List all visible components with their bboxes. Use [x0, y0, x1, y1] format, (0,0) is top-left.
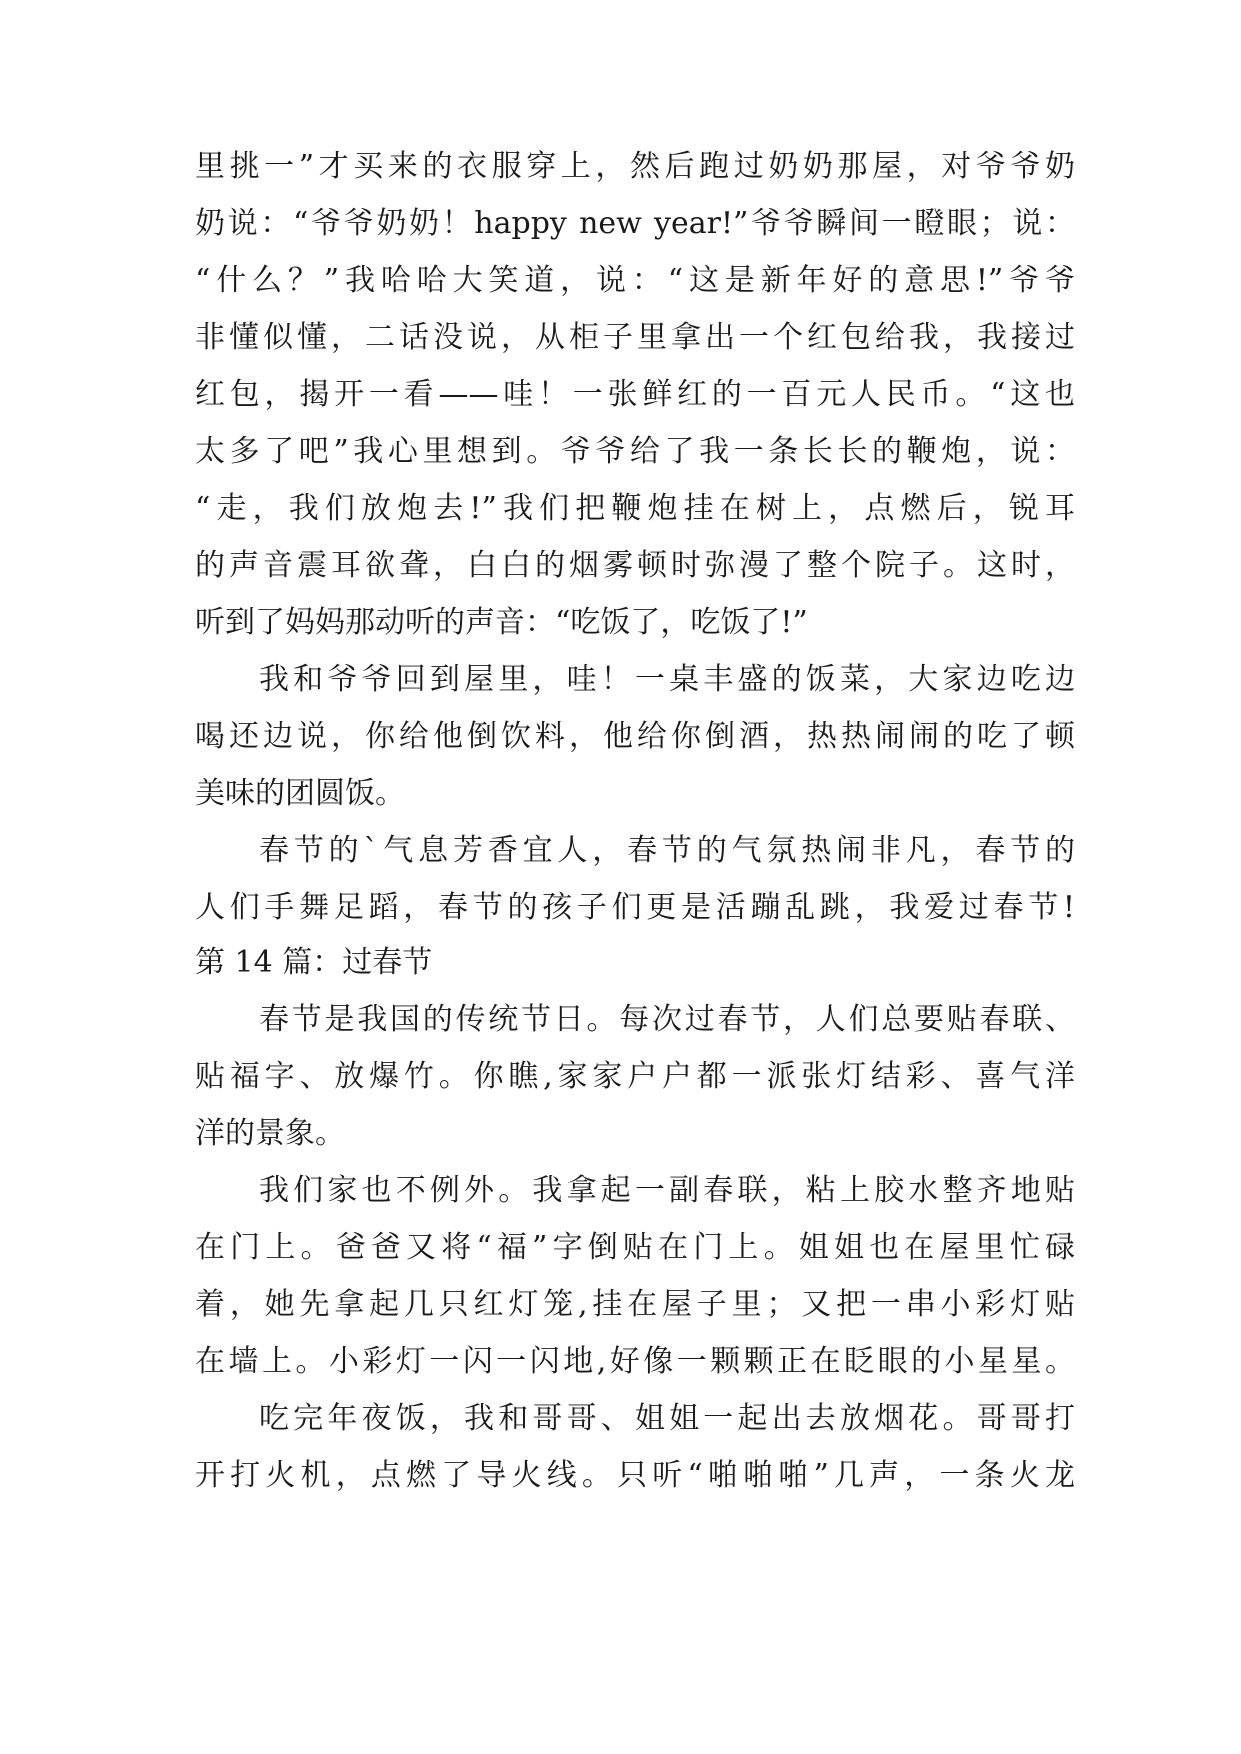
- text-line: 喝还边说，你给他倒饮料，他给你倒酒，热热闹闹的吃了顿: [195, 719, 1075, 754]
- paragraph-first-line: 春节的`气息芳香宜人，春节的气氛热闹非凡，春节的: [259, 833, 1075, 868]
- text-line: 红包，揭开一看——哇！一张鲜红的一百元人民币。“这也: [195, 377, 1075, 412]
- text-line: 在门上。爸爸又将“福”字倒贴在门上。姐姐也在屋里忙碌: [195, 1230, 1075, 1265]
- text-line: “什么？”我哈哈大笑道，说：“这是新年好的意思!”爷爷: [195, 263, 1075, 298]
- text-line: 太多了吧”我心里想到。爷爷给了我一条长长的鞭炮，说：: [195, 434, 1075, 469]
- paragraph-first-line: 我们家也不例外。我拿起一副春联，粘上胶水整齐地贴: [259, 1173, 1075, 1208]
- text-line: 贴福字、放爆竹。你瞧,家家户户都一派张灯结彩、喜气洋: [195, 1059, 1075, 1094]
- text-line: 洋的景象。: [195, 1116, 345, 1151]
- text-line: 在墙上。小彩灯一闪一闪地,好像一颗颗正在眨眼的小星星。: [195, 1344, 1075, 1379]
- text-line: 的声音震耳欲聋，白白的烟雾顿时弥漫了整个院子。这时，: [195, 548, 1075, 583]
- text-line: 开打火机，点燃了导火线。只听“啪啪啪”几声，一条火龙: [195, 1458, 1075, 1493]
- section-heading: 第 14 篇：过春节: [195, 945, 433, 980]
- text-line: 美味的团圆饭。: [195, 776, 405, 811]
- text-line: “走，我们放炮去!”我们把鞭炮挂在树上，点燃后，锐耳: [195, 491, 1075, 526]
- text-line: 听到了妈妈那动听的声音：“吃饭了，吃饭了!”: [195, 605, 808, 640]
- text-line: 非懂似懂，二话没说，从柜子里拿出一个红包给我，我接过: [195, 320, 1075, 355]
- text-line: 奶说：“爷爷奶奶！happy new year!”爷爷瞬间一瞪眼；说：: [195, 206, 1075, 241]
- text-line: 人们手舞足蹈，春节的孩子们更是活蹦乱跳，我爱过春节!: [195, 890, 1075, 925]
- text-line: 着，她先拿起几只红灯笼,挂在屋子里；又把一串小彩灯贴: [195, 1287, 1075, 1322]
- paragraph-first-line: 我和爷爷回到屋里，哇！一桌丰盛的饭菜，大家边吃边: [259, 662, 1075, 697]
- text-line: 里挑一”才买来的衣服穿上，然后跑过奶奶那屋，对爷爷奶: [195, 149, 1075, 184]
- paragraph-first-line: 吃完年夜饭，我和哥哥、姐姐一起出去放烟花。哥哥打: [259, 1401, 1075, 1436]
- paragraph-first-line: 春节是我国的传统节日。每次过春节，人们总要贴春联、: [259, 1002, 1075, 1037]
